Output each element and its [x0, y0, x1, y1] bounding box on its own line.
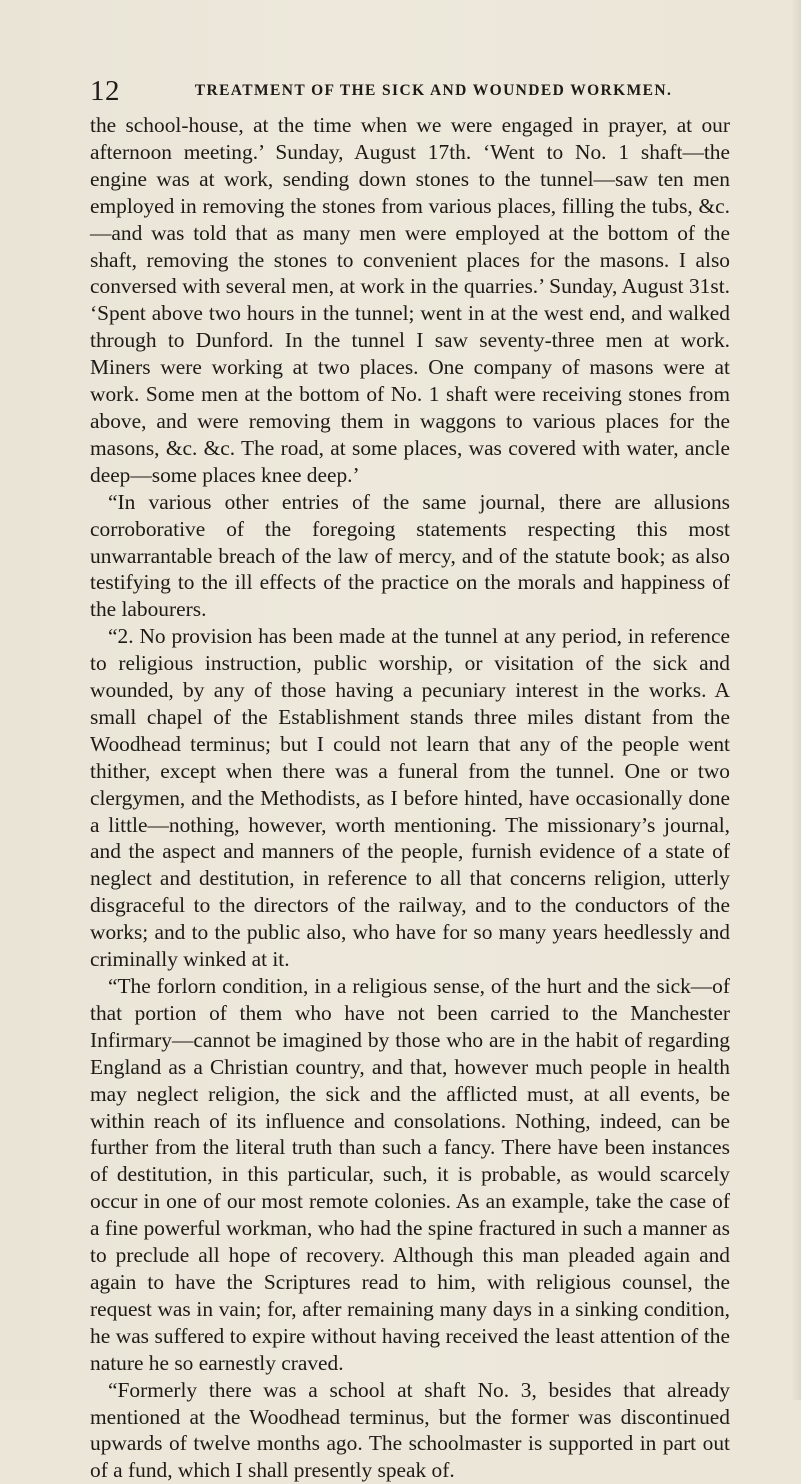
- page-number: 12: [90, 75, 120, 107]
- paragraph-3: “2. No provision has been made at the tunnel at any period, in reference to religious instruction, public worship, or visitation of the sick and wounded, by any of those having a pecuniary interest in the works. A small chapel of the Establishment stands three miles distant from the Woodhead terminus; but I could not learn that any of the people went thither, except when there was a funeral from the tunnel. One or two clergymen, and the Methodists, as I before hinted, have occasionally done a little—nothing, however, worth mentioning. The missionary’s journal, and the aspect and manners of the people, furnish evidence of a state of neglect and destitution, in reference to all that concerns religion, utterly disgraceful to the directors of the railway, and to the conductors of the works; and to the public also, who have for so many years heedlessly and criminally winked at it.: [90, 624, 730, 972]
- paragraph-4: “The forlorn condition, in a religious sense, of the hurt and the sick—of that portion of them who have not been carried to the Manchester Infirmary—cannot be imagined by those who are in the habit of regarding England as a Christian country, and that, however much people in health may neglect religion, the sick and the afflicted must, at all events, be within reach of its influence and consolations. Nothing, indeed, can be further from the literal truth than such a fancy. There have been instances of destitution, in this particular, such, it is probable, as would scarcely occur in one of our most remote colonies. As an example, take the case of a fine powerful workman, who had the spine fractured in such a manner as to preclude all hope of recovery. Although this man pleaded again and again to have the Scriptures read to him, with religious counsel, the request was in vain; for, after remaining many days in a sinking condition, he was suffered to expire without having received the least attention of the nature he so earnestly craved.: [90, 974, 730, 1375]
- page-header: [90, 74, 730, 108]
- page-edge-shadow: [791, 0, 801, 1400]
- body-text: [90, 112, 730, 1484]
- running-head: TREATMENT OF THE SICK AND WOUNDED WORKMEN.: [194, 82, 673, 99]
- paragraph-5: “Formerly there was a school at shaft No. 3, besides that already mentioned at the Woodhead terminus, but the former was discontinued upwards of twelve months ago. The schoolmaster is supported in part out of a fund, which I shall presently speak of.: [90, 1377, 730, 1483]
- paragraph-1: the school-house, at the time when we were engaged in prayer, at our afternoon meeting.’ Sunday, August 17th. ‘Went to No. 1 shaft—the engine was at work, sending down stones to the tunnel—saw ten men employed in removing the stones from various places, filling the tubs, &c.—and was told that as many men were employed at the bottom of the shaft, removing the stones to convenient places for the masons. I also conversed with several men, at work in the quarries.’ Sunday, August 31st. ‘Spent above two hours in the tunnel; went in at the west end, and walked through to Dunford. In the tunnel I saw seventy-three men at work. Miners were working at two places. One company of masons were at work. Some men at the bottom of No. 1 shaft were receiving stones from above, and were removing them in waggons to various places for the masons, &c. &c. The road, at some places, was covered with water, ancle deep—some places knee deep.’: [90, 113, 730, 487]
- paragraph-2: “In various other entries of the same journal, there are allusions corroborative of the foregoing statements respecting this most unwarrantable breach of the law of mercy, and of the statute book; as also testifying to the ill effects of the practice on the morals and happiness of the labourers.: [90, 489, 730, 622]
